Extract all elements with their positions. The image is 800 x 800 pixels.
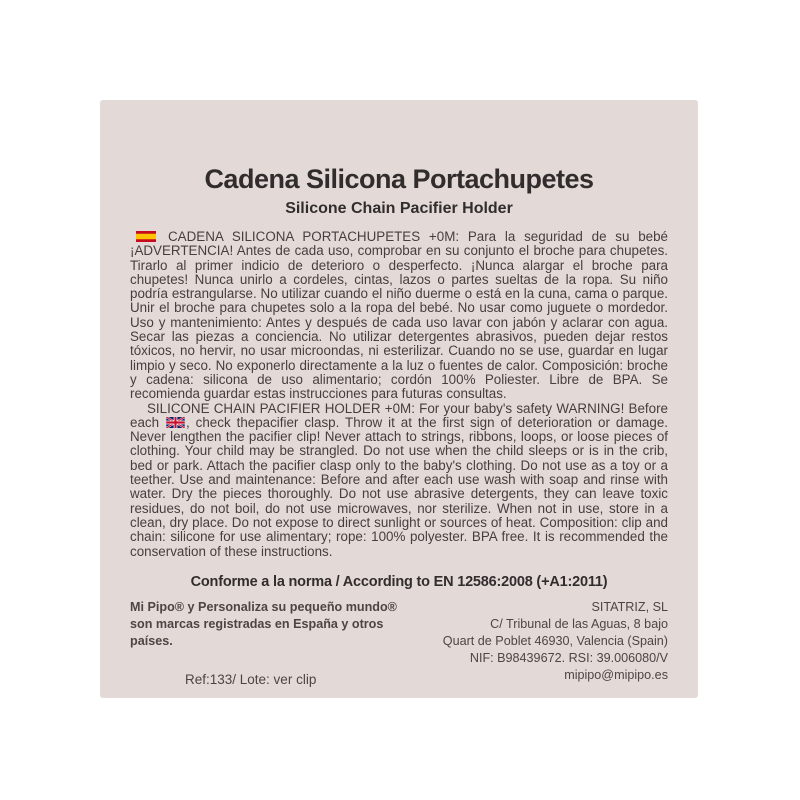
footer: [130, 599, 668, 688]
product-title: Cadena Silicona Portachupetes: [204, 164, 594, 194]
ref-lot-line: Ref:133/ Lote: ver clip: [185, 671, 317, 687]
spanish-instructions-text: CADENA SILICONA PORTACHUPETES +0M: Para la seguridad de su bebé ¡ADVERTENCIA! Antes de cada uso, comprobar en su conjunto el broche para chupetes. Tirarlo al primer indicio de deterioro o desperfecto. ¡Nunca alargar el broche para chupetes! Nunca unirlo a cordeles, cintas, lazos o partes sueltas de la ropa. Su niño podría estrangularse. No utilizar cuando el niño duerme o está en la cuna, cama o parque. Unir el broche para chupetes solo a la ropa del bebé. No usar como juguete o mordedor. Uso y mantenimiento: Antes y después de cada uso lavar con jabón y aclarar con agua. Secar las piezas a conciencia. No utilizar detergentes abrasivos, pueden dejar restos tóxicos, no hervir, no usar microondas, ni esterilizar. Cuando no se use, guardar en lugar limpio y seco. No exponerlo directamente a la luz o fuentes de calor. Composición: broche y cadena: silicona de uso alimentario; cordón 100% Poliester. Libre de BPA. Se recomienda guardar estas instrucciones para futuras consultas.: [130, 229, 668, 402]
company-address: [415, 599, 668, 688]
company-nif-rsi: NIF: B98439672. RSI: 39.006080/V: [469, 650, 668, 665]
instructions-block: [130, 230, 668, 559]
english-instructions-text-part1: SILICONE CHAIN PACIFIER HOLDER +0M: For your baby's safety WARNING! Before each: [130, 400, 668, 430]
company-name: SITATRIZ, SL: [591, 599, 668, 614]
spain-flag-icon: [136, 231, 156, 242]
spanish-instructions: [130, 230, 668, 402]
trademark-notice: Mi Pipo® y Personaliza su pequeño mundo® son marcas registradas en España y otros países.: [130, 599, 397, 648]
product-label: [100, 100, 698, 698]
company-city: Quart de Poblet 46930, Valencia (Spain): [442, 633, 668, 648]
company-street: C/ Tribunal de las Aguas, 8 bajo: [490, 616, 668, 631]
product-subtitle: Silicone Chain Pacifier Holder: [285, 200, 513, 217]
footer-left-column: [130, 599, 415, 688]
company-email: mipipo@mipipo.es: [564, 667, 668, 682]
uk-flag-icon: [166, 417, 185, 428]
english-instructions-text-part2: , check thepacifier clasp. Throw it at the first sign of deterioration or damage. Never lengthen the pacifier clip! Never attach to strings, ribbons, loops, or loose pieces of clothing. Your child may be strangled. Do not use when the child sleeps or is in the crib, bed or park. Attach the pacifier clasp only to the baby's clothing. Do not use as a toy or a teether. Use and maintenance: Before and after each use wash with soap and rinse with water. Dry the pieces thoroughly. Do not use abrasive detergents, they can leave toxic residues, do not boil, do not use microwaves, nor sterilize. When not in use, store in a clean, dry place. Do not expose to direct sunlight or sources of heat. Composition: clip and chain: silicone for use alimentary; rope: 100% polyester. BPA free. It is recommended the conservation of these instructions.: [130, 414, 668, 559]
compliance-statement: Conforme a la norma / According to EN 12586:2008 (+A1:2011): [190, 573, 608, 590]
english-instructions: [130, 402, 668, 559]
